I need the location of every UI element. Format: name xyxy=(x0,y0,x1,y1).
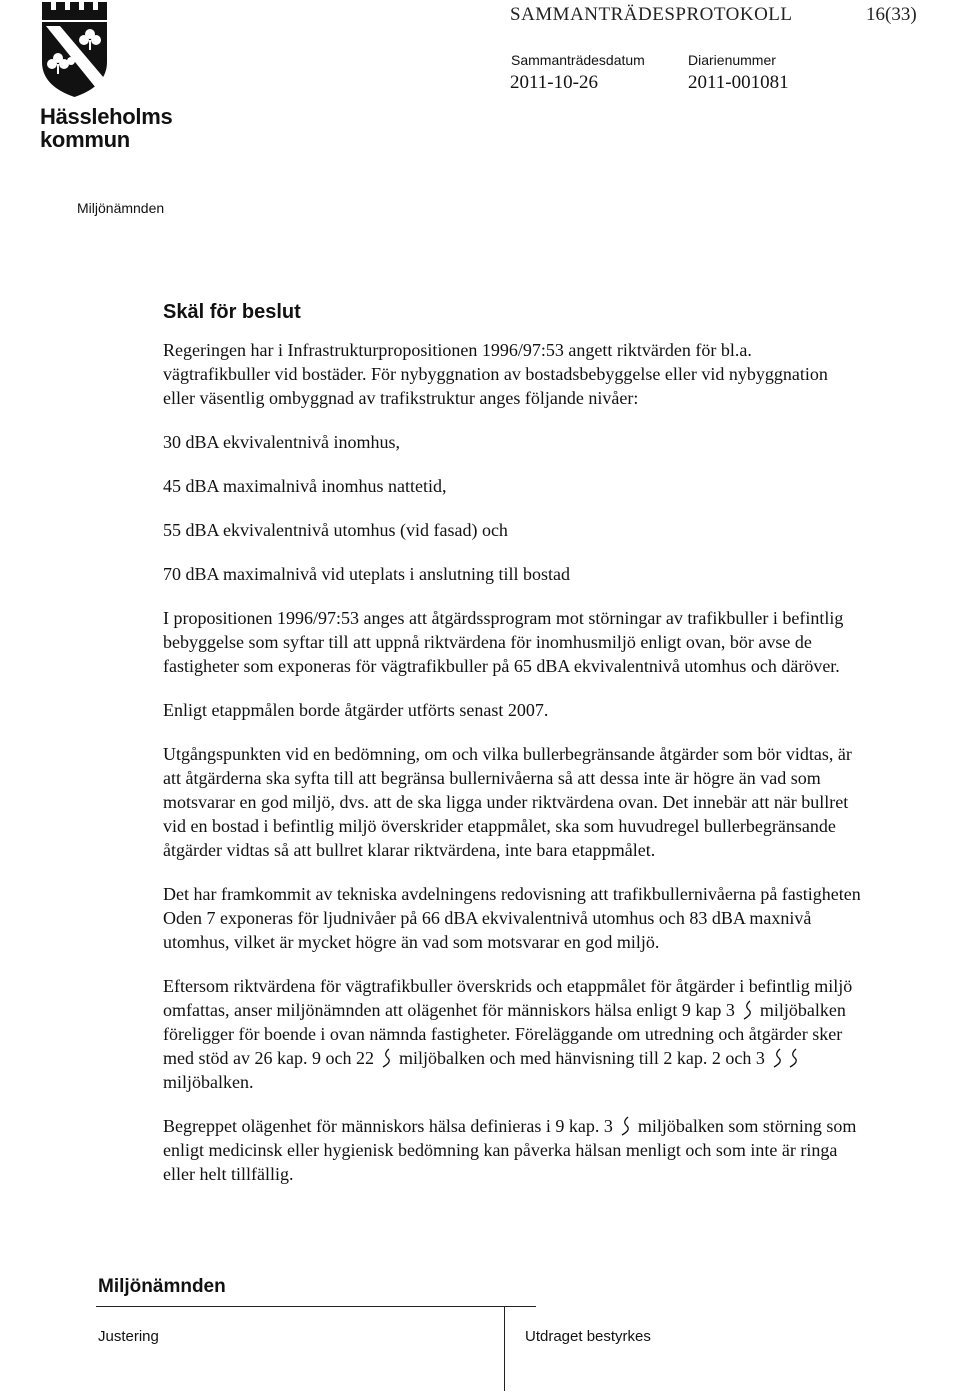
paragraph-assessment: Utgångspunkten vid en bedömning, om och vilka bullerbegränsande åtgärder som bör vidtas, är att åtgärderna ska syfta till att begränsa bullernivåerna så att dessa inte är högre än vad som motsvarar en god miljö, dvs. att de ska ligga under riktvärdena ovan. Det innebär att när bullret vid en bostad i befintlig miljö överskrider etappmålet, ska som huvudregel bullerbegränsande åtgärder vidtas så att bullret klarar riktvärdena, inte bara etappmålet. xyxy=(163,744,852,860)
certified-extract-label: Utdraget bestyrkes xyxy=(525,1328,651,1345)
meeting-date-label: Sammanträdesdatum xyxy=(511,52,645,68)
noise-level-item: 45 dBA maximalnivå inomhus nattetid, xyxy=(163,476,447,496)
section-sign-icon xyxy=(771,1048,783,1068)
noise-level-item: 55 dBA ekvivalentnivå utomhus (vid fasad) och xyxy=(163,520,508,540)
noise-level-item: 70 dBA maximalnivå vid uteplats i anslutning till bostad xyxy=(163,564,570,584)
document-body xyxy=(163,338,863,1186)
text-segment: miljöbalken som störning som enligt medicinsk eller hygienisk bedömning kan påverka hälsan menligt och som inte är ringa eller helt tillfällig. xyxy=(163,1116,857,1184)
paragraph-proposition: I propositionen 1996/97:53 anges att åtgärdssprogram mot störningar av trafikbuller i befintlig bebyggelse som syftar till att uppnå riktvärdena för inomhusmiljö enligt ovan, bör avse de fastigheter som exponeras för vägtrafikbuller på 65 dBA ekvivalentnivå utomhus och däröver. xyxy=(163,608,844,676)
page-number: 16(33) xyxy=(866,4,917,25)
section-heading: Skäl för beslut xyxy=(163,301,301,323)
section-sign-icon xyxy=(787,1048,799,1068)
paragraph-findings: Det har framkommit av tekniska avdelningens redovisning att trafikbullernivåerna på fastigheten Oden 7 exponeras för ljudnivåer på 66 dBA ekvivalentnivå utomhus och 83 dBA maxnivå utomhus, vilket är mycket högre än vad som motsvarar en god miljö. xyxy=(163,884,861,952)
document-type: SAMMANTRÄDESPROTOKOLL xyxy=(510,4,793,25)
paragraph-conclusion xyxy=(163,974,863,1094)
committee-name: Miljönämnden xyxy=(77,200,165,216)
text-segment: Begreppet olägenhet för människors hälsa definieras i 9 kap. 3 xyxy=(163,1116,613,1136)
meeting-date-value: 2011-10-26 xyxy=(510,72,598,93)
municipality-logo xyxy=(40,0,173,160)
paragraph-definition xyxy=(163,1114,863,1186)
text-segment: miljöbalken föreligger för boende i ovan nämnda fastigheter. Föreläggande om utredning och åtgärder sker med stöd av 26 kap. 9 och 22 xyxy=(163,1000,846,1068)
paragraph-regulation: Regeringen har i Infrastrukturpropositionen 1996/97:53 angett riktvärden för bl.a. vägtrafikbuller vid bostäder. För nybyggnation av bostadsbebyggelse eller vid nybyggnation eller väsentlig ombyggnad av trafikstruktur anges följande nivåer: xyxy=(163,340,828,408)
footer-divider xyxy=(96,1306,536,1307)
text-segment: Eftersom riktvärdena för vägtrafikbuller överskrids och etappmålet för åtgärder i befintlig miljö omfattas, anser miljönämnden att olägenhet för människors hälsa enligt 9 kap 3 xyxy=(163,976,853,1020)
noise-level-item: 30 dBA ekvivalentnivå inomhus, xyxy=(163,432,400,452)
justering-label: Justering xyxy=(98,1328,159,1345)
logo-text-line1: Hässleholms xyxy=(40,104,173,129)
municipal-coat-of-arms-icon xyxy=(40,0,112,98)
diary-number-label: Diarienummer xyxy=(688,52,776,68)
section-sign-icon xyxy=(741,1000,753,1020)
paragraph-stage-goal: Enligt etappmålen borde åtgärder utförts senast 2007. xyxy=(163,700,549,720)
logo-text-line2: kommun xyxy=(40,127,130,152)
footer-committee-name: Miljönämnden xyxy=(98,1276,226,1297)
section-sign-icon xyxy=(380,1048,392,1068)
section-sign-icon xyxy=(619,1116,631,1136)
diary-number-value: 2011-001081 xyxy=(688,72,789,93)
footer-column-divider xyxy=(504,1306,505,1391)
text-segment: miljöbalken och med hänvisning till 2 kap. 2 och 3 xyxy=(398,1048,765,1068)
text-segment: miljöbalken. xyxy=(163,1072,254,1092)
